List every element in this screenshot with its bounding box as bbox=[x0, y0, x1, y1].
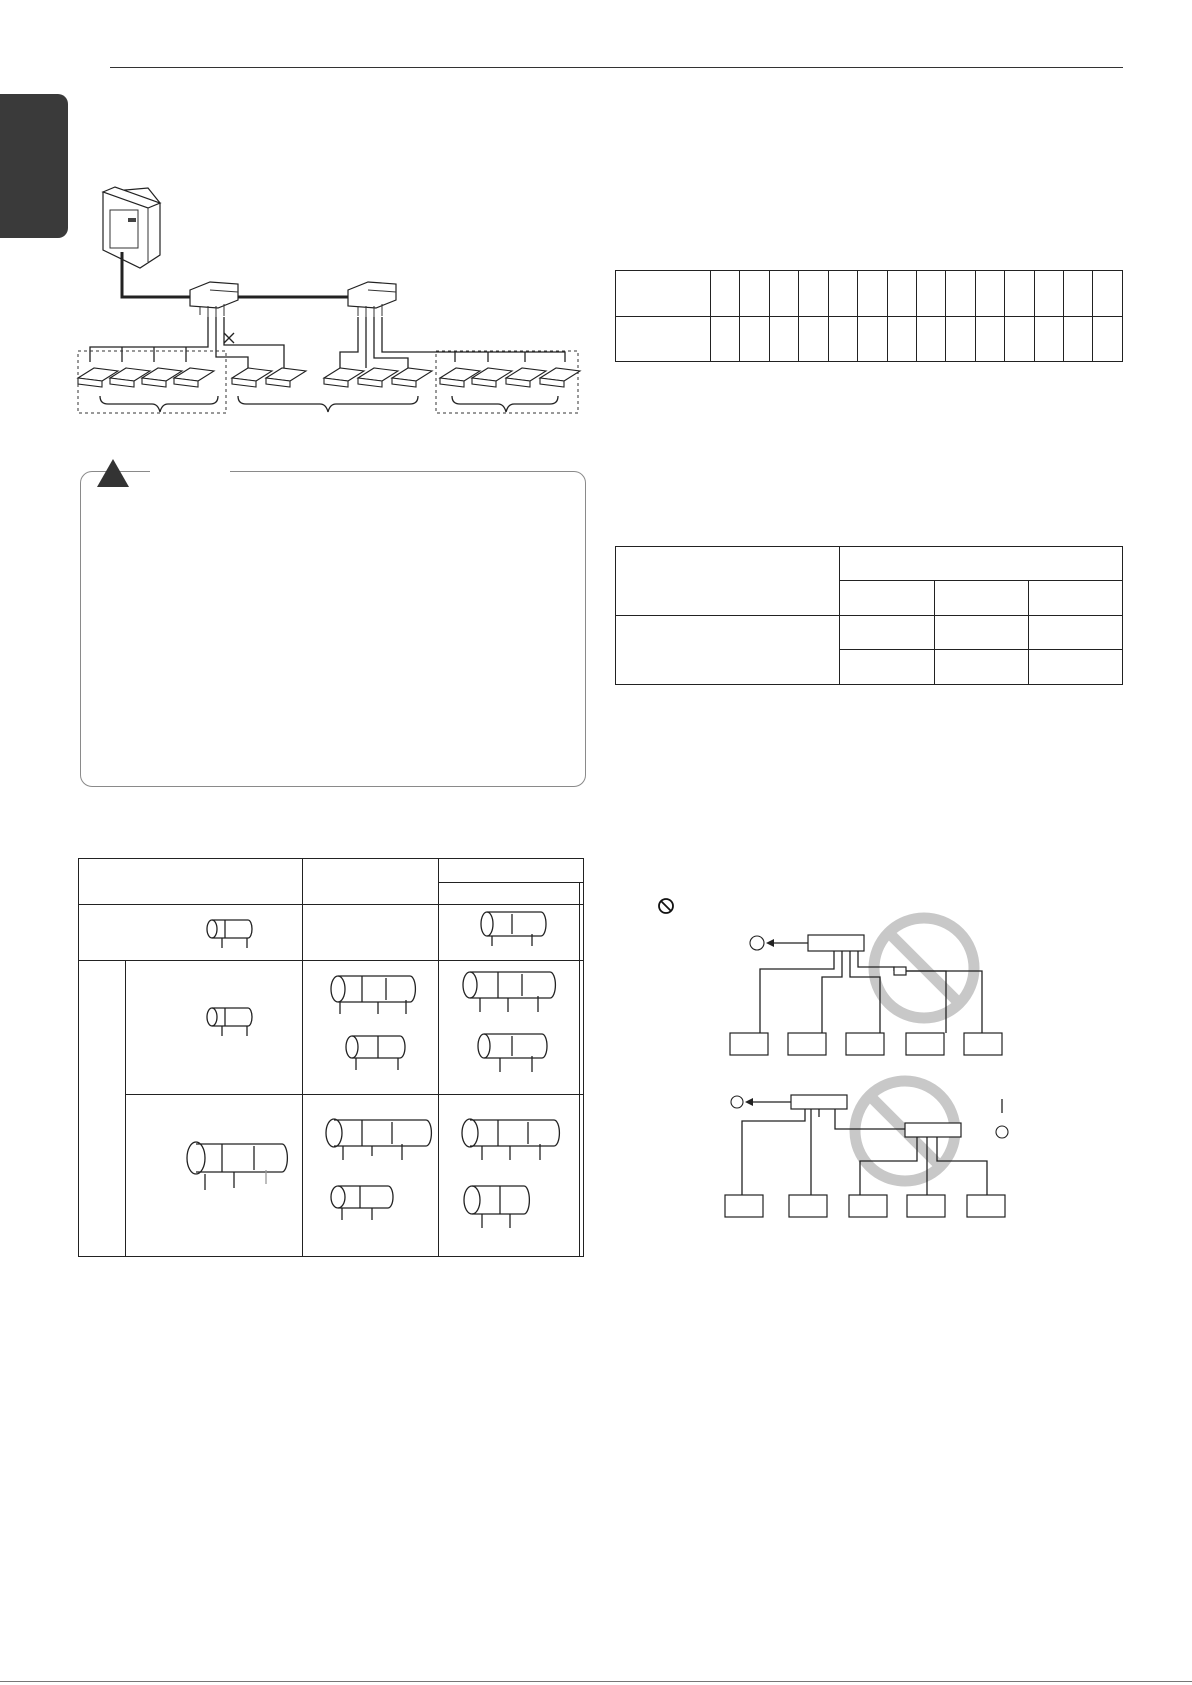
table-cell bbox=[935, 581, 1029, 616]
table-cell bbox=[858, 316, 887, 362]
table-cell bbox=[840, 650, 935, 685]
warning-triangle-icon bbox=[95, 457, 135, 491]
table-cell bbox=[1093, 271, 1123, 317]
caution-panel bbox=[80, 471, 586, 787]
table-cell bbox=[439, 859, 584, 883]
pipe-icon bbox=[481, 912, 546, 946]
caution-panel-gap bbox=[150, 466, 230, 476]
pipe-icon bbox=[187, 1142, 287, 1190]
pipe-icon bbox=[207, 1008, 252, 1036]
table-cell bbox=[840, 616, 935, 650]
table-cell bbox=[1005, 316, 1034, 362]
table-cell bbox=[887, 316, 916, 362]
footer-rule bbox=[0, 1681, 1192, 1682]
controller-box bbox=[791, 1095, 847, 1109]
table-cell bbox=[916, 316, 945, 362]
pipe-icon bbox=[331, 1186, 393, 1220]
table-cell bbox=[916, 271, 945, 317]
table-cell bbox=[1093, 316, 1123, 362]
table-cell bbox=[769, 316, 798, 362]
table-cell bbox=[616, 616, 840, 685]
table-cell bbox=[946, 316, 975, 362]
wiring-diagram-wrong-2 bbox=[725, 1075, 1085, 1245]
table-cell bbox=[828, 316, 857, 362]
table-cell bbox=[975, 316, 1004, 362]
indoor-unit-box bbox=[725, 1195, 1005, 1217]
pipe-icon bbox=[464, 1186, 529, 1228]
table-cell bbox=[711, 316, 740, 362]
table-cell bbox=[616, 547, 840, 616]
table-cell bbox=[799, 271, 828, 317]
pipe-icon bbox=[462, 1119, 559, 1160]
table-cell bbox=[616, 316, 711, 362]
pipe-icon bbox=[463, 972, 555, 1012]
table-cell bbox=[799, 316, 828, 362]
piping-diagram bbox=[0, 0, 600, 430]
cable-spec-table bbox=[615, 546, 1123, 685]
table-cell bbox=[935, 650, 1029, 685]
table-cell bbox=[769, 271, 798, 317]
per-unit-table bbox=[615, 270, 1123, 362]
pipe-icon bbox=[478, 1034, 547, 1072]
pipe-icon bbox=[326, 1119, 431, 1160]
table-cell bbox=[616, 271, 711, 317]
table-cell bbox=[711, 271, 740, 317]
pipe-icon bbox=[207, 920, 252, 948]
controller-box bbox=[905, 1123, 961, 1137]
branch-unit-icon bbox=[190, 282, 238, 317]
table-cell bbox=[858, 271, 887, 317]
table-cell bbox=[1005, 271, 1034, 317]
table-cell bbox=[935, 616, 1029, 650]
outdoor-unit-icon bbox=[103, 187, 160, 268]
pipe-icon bbox=[331, 976, 415, 1014]
prohibition-icon bbox=[657, 897, 677, 917]
table-cell bbox=[740, 316, 769, 362]
table-cell bbox=[1029, 616, 1123, 650]
table-cell bbox=[1064, 316, 1093, 362]
table-cell bbox=[946, 271, 975, 317]
table-cell bbox=[1034, 271, 1063, 317]
table-cell bbox=[1029, 581, 1123, 616]
table-cell bbox=[1029, 650, 1123, 685]
table-cell bbox=[975, 271, 1004, 317]
indoor-unit-box bbox=[730, 1033, 1002, 1055]
pipe-icon bbox=[346, 1036, 405, 1070]
table-cell bbox=[828, 271, 857, 317]
pipe-insulation-drawings bbox=[0, 880, 600, 1330]
table-cell bbox=[1064, 271, 1093, 317]
indoor-unit-icon bbox=[78, 368, 580, 387]
controller-box bbox=[808, 935, 864, 951]
table-cell bbox=[740, 271, 769, 317]
table-cell bbox=[1034, 316, 1063, 362]
table-cell bbox=[840, 547, 1123, 581]
table-cell bbox=[840, 581, 935, 616]
table-cell bbox=[887, 271, 916, 317]
branch-unit-icon bbox=[348, 282, 396, 317]
wiring-diagram-wrong-1 bbox=[730, 915, 1090, 1085]
